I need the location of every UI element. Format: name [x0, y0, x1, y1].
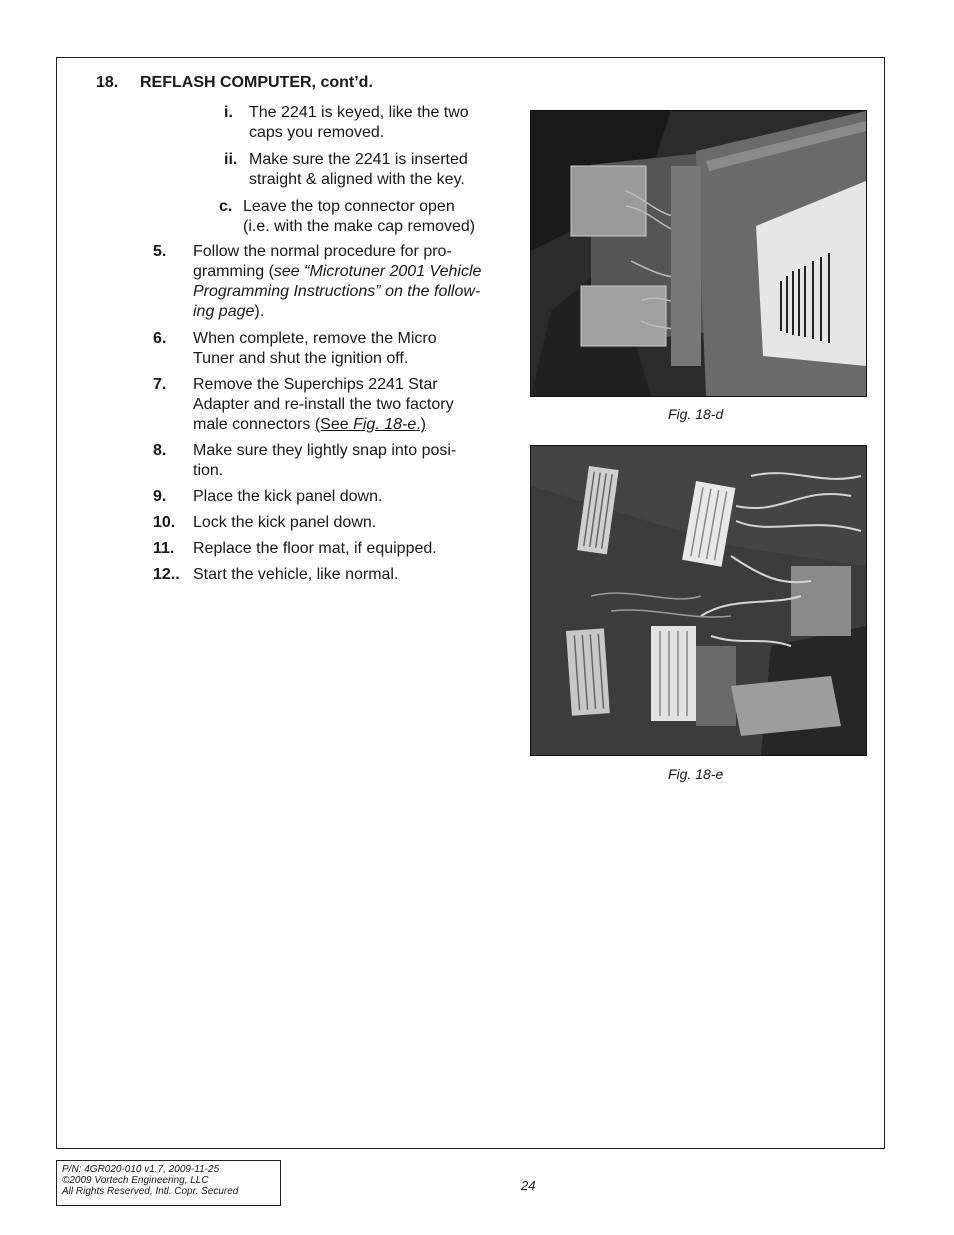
- step-label: 9.: [153, 488, 167, 505]
- step-text: gramming (: [193, 263, 274, 280]
- step-text: Remove the Superchips 2241 Star: [193, 376, 438, 393]
- step-text: Tuner and shut the ignition off.: [193, 350, 409, 367]
- connector-module-photo-illustration: [531, 111, 866, 396]
- step-text: Place the kick panel down.: [193, 488, 383, 505]
- section-title: REFLASH COMPUTER, cont’d.: [140, 74, 373, 91]
- step-text: Adapter and re-install the two factory: [193, 396, 454, 413]
- footer-line: All Rights Reserved, Intl. Copr. Secured: [62, 1186, 239, 1197]
- step-text: Make sure they lightly snap into posi-: [193, 442, 457, 459]
- footer-line: P/N: 4GR020-010 v1.7, 2009-11-25: [62, 1164, 220, 1175]
- subitem-text: caps you removed.: [249, 124, 385, 141]
- step-label: 10.: [153, 514, 176, 531]
- subitem-label: c.: [219, 198, 233, 215]
- subitem-label: ii.: [224, 151, 238, 168]
- section-heading: [96, 74, 373, 92]
- step-label: 12..: [153, 566, 180, 583]
- step-label: 8.: [153, 442, 167, 459]
- subitem-text: The 2241 is keyed, like the two: [249, 104, 469, 121]
- subitem-label: i.: [224, 104, 233, 121]
- step-text-italic: Programming Instructions” on the follow-: [193, 283, 481, 300]
- figure-18e-caption: Fig. 18-e: [668, 766, 724, 782]
- step-label: 11.: [153, 540, 175, 557]
- step-text: Lock the kick panel down.: [193, 514, 377, 531]
- subitem-text: (i.e. with the make cap removed): [243, 218, 476, 235]
- step-label: 7.: [153, 376, 167, 393]
- step-label: 5.: [153, 243, 167, 260]
- subitem-text: Make sure the 2241 is inserted: [249, 151, 468, 168]
- step-text: tion.: [193, 462, 224, 479]
- step-text: When complete, remove the Micro: [193, 330, 437, 347]
- step-text: ).: [254, 303, 265, 320]
- step-text: male connectors: [193, 416, 315, 433]
- subitem-text: Leave the top connector open: [243, 198, 455, 215]
- figure-reference-name: Fig. 18-e: [353, 416, 417, 433]
- figure-18e-photo: [530, 445, 867, 756]
- page-number: 24: [521, 1178, 536, 1193]
- figure-reference-prefix: (See: [314, 416, 354, 433]
- step-text: Start the vehicle, like normal.: [193, 566, 399, 583]
- subitem-text: straight & aligned with the key.: [249, 171, 465, 188]
- step-text-italic: ing page: [193, 303, 255, 320]
- step-text: Follow the normal procedure for pro-: [193, 243, 452, 260]
- figure-reference-suffix: .): [416, 416, 427, 433]
- footer-info-box: [56, 1160, 281, 1206]
- figure-18d-caption: Fig. 18-d: [668, 406, 724, 422]
- step-text-italic: see “Microtuner 2001 Vehicle: [273, 263, 482, 280]
- step-text: Replace the floor mat, if equipped.: [193, 540, 437, 557]
- step-label: 6.: [153, 330, 167, 347]
- footer-line: ©2009 Vortech Engineering, LLC: [62, 1175, 209, 1186]
- figure-18d-photo: [530, 110, 867, 397]
- figure-reference: [315, 416, 426, 433]
- connector-wiring-photo-illustration: [531, 446, 866, 755]
- section-number: 18.: [96, 74, 119, 91]
